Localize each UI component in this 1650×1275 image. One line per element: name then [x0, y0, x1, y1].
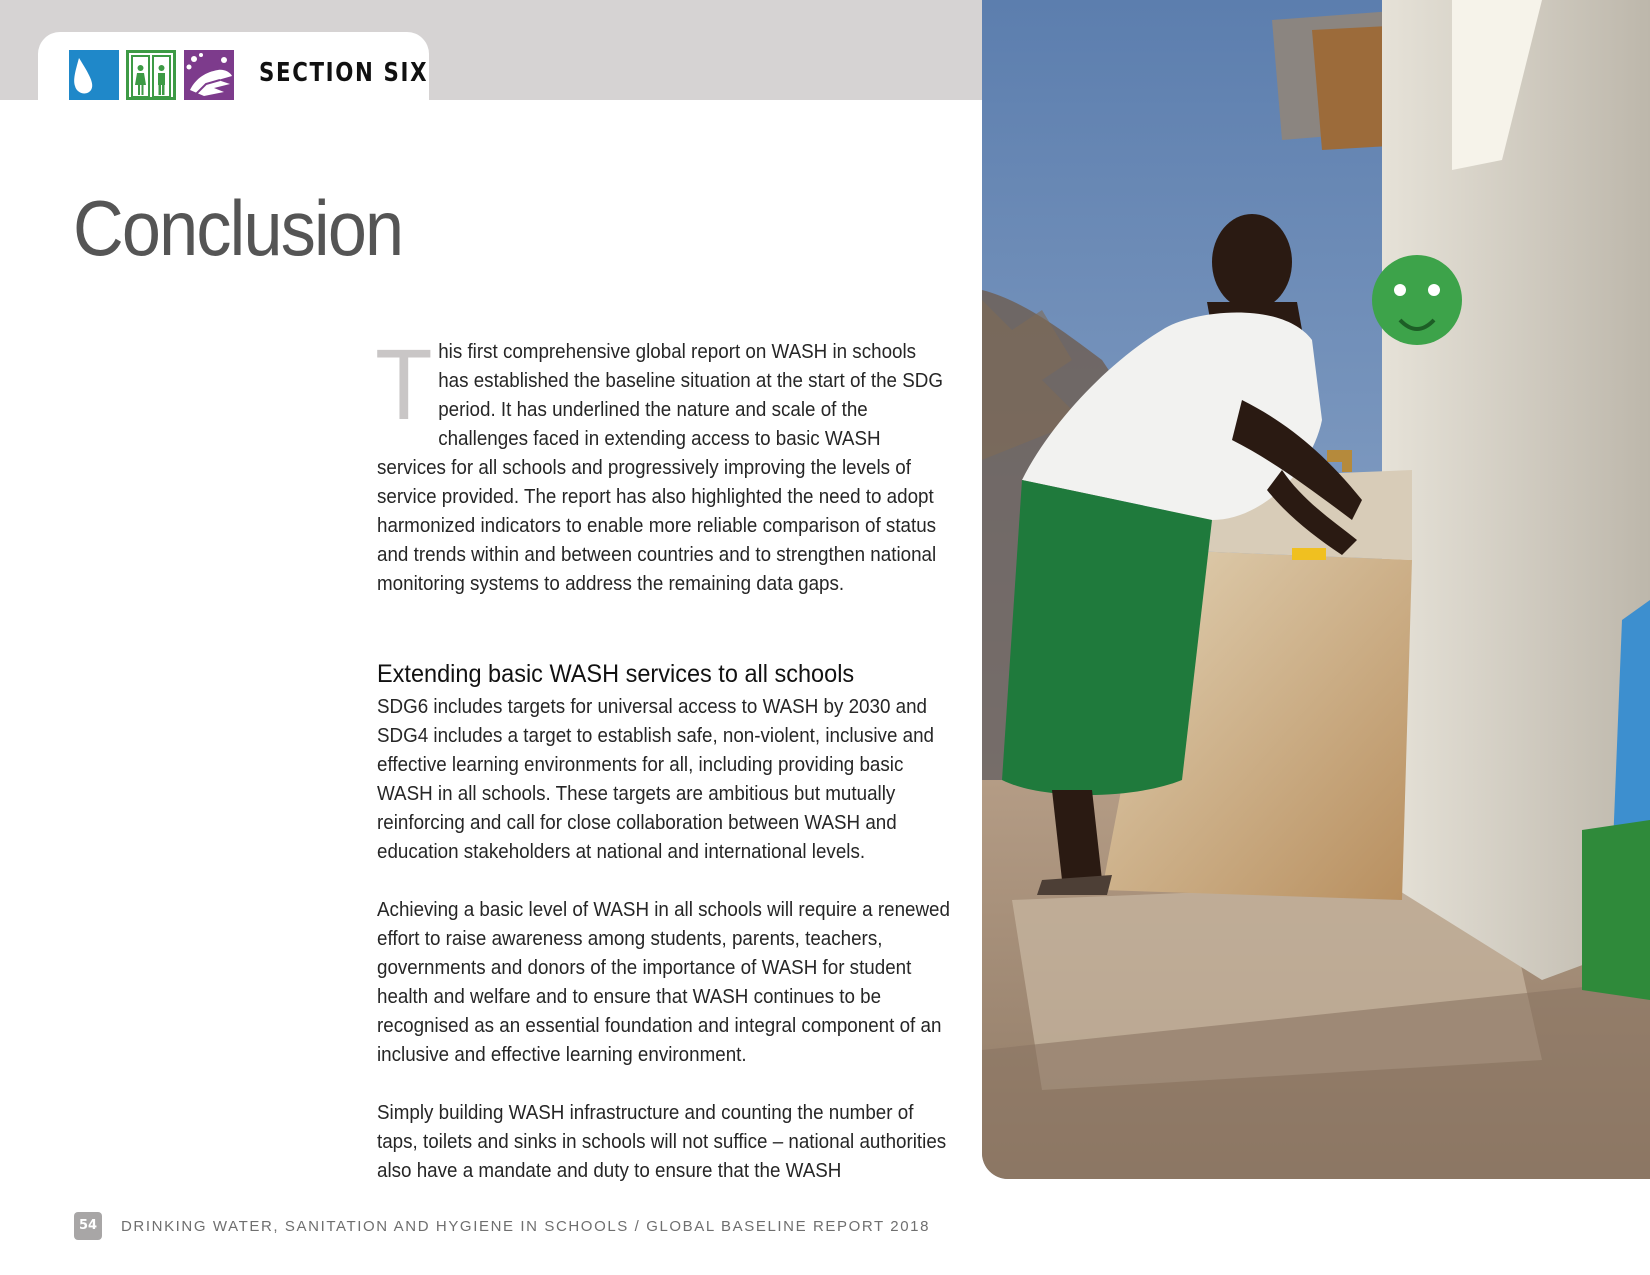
- running-footer: DRINKING WATER, SANITATION AND HYGIENE IN SCHOOLS / GLOBAL BASELINE REPORT 2018: [121, 1218, 931, 1235]
- body-paragraph: Achieving a basic level of WASH in all schools will require a renewed effort to raise awareness among students, parents, teachers, governments and donors of the importance of WASH for student health and welfare and to ensure that WASH continues to be recognised as an essential foundation and integral component of an inclusive and effective learning environment.: [377, 899, 950, 1066]
- section-label: SECTION SIX: [259, 58, 429, 88]
- water-drop-icon: [69, 50, 119, 100]
- toilet-icon: [126, 50, 176, 100]
- drop-cap: T: [375, 329, 433, 441]
- section-heading: Extending basic WASH services to all schools: [377, 660, 855, 688]
- intro-paragraph: [375, 329, 950, 599]
- student-handwashing-photo: [982, 0, 1650, 1179]
- page-number: 54: [74, 1212, 102, 1240]
- body-paragraph: SDG6 includes targets for universal access to WASH by 2030 and SDG4 includes a target to establish safe, non-violent, inclusive and effective learning environments for all, including providing basic WASH in all schools. These targets are ambitious but mutually reinforcing and call for close collaboration between WASH and education stakeholders at national and international levels.: [377, 696, 935, 863]
- intro-text: his first comprehensive global report on WASH in schools has established the baseline situation at the start of the SDG period. It has underlined the nature and scale of the challenges faced in extending access to basic WASH services for all schools and progressively improving the levels of service provided. The report has also highlighted the need to adopt harmonized indicators to enable more reliable comparison of status and trends within and between countries and to strengthen national monitoring systems to address the remaining data gaps.: [377, 341, 943, 595]
- body-column: [375, 329, 950, 1186]
- handwashing-icon: [184, 50, 234, 100]
- body-paragraph: Simply building WASH infrastructure and counting the number of taps, toilets and sinks in schools will not suffice – national authorities also have a mandate and duty to ensure that the WASH: [377, 1102, 947, 1182]
- page-title: Conclusion: [73, 184, 403, 272]
